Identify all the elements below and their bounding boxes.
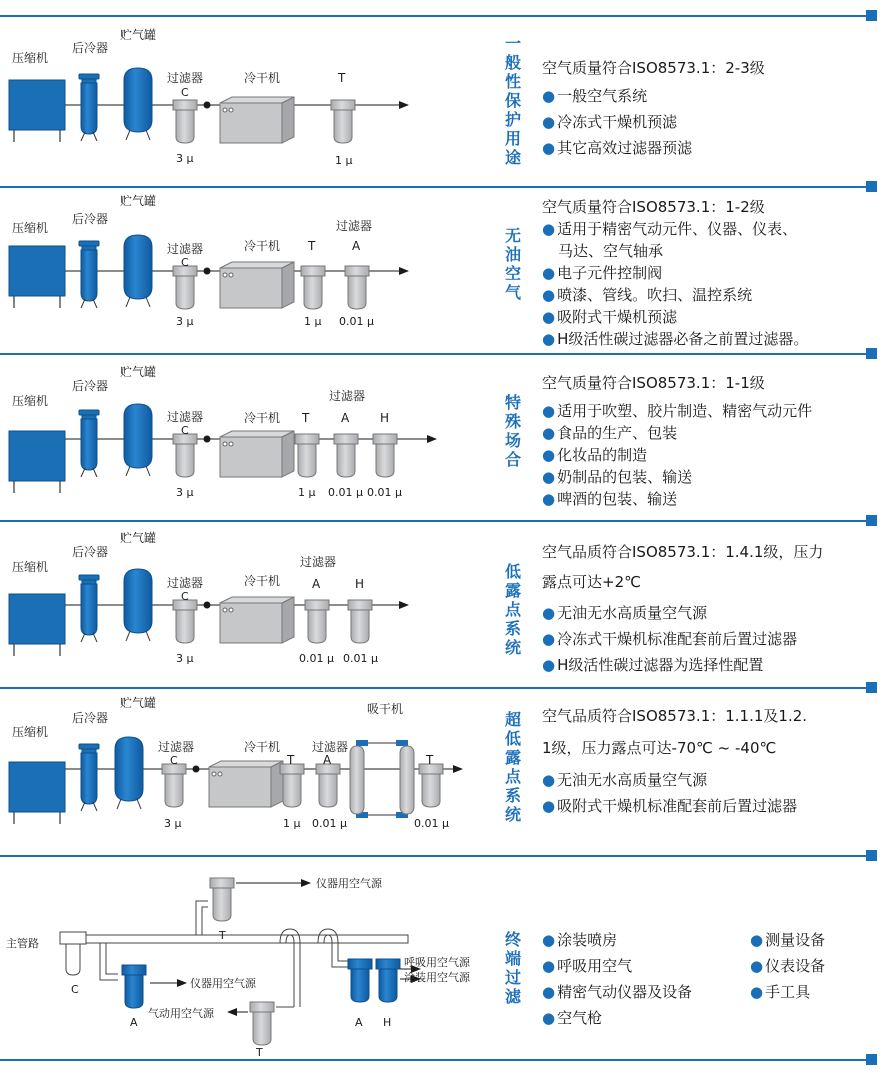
grade-label: T (426, 753, 434, 767)
compressor-label: 压缩机 (12, 51, 49, 65)
grade-label: C (170, 754, 178, 767)
filter-t-icon (210, 878, 234, 921)
application-item: ● H级活性碳过滤器为选择性配置 (542, 654, 882, 677)
filter-a-icon (316, 764, 340, 807)
filter-t-icon (280, 764, 304, 807)
system-diagram-2 (0, 186, 500, 356)
quality-standard: 空气质量符合ISO8573.1：1-1级 (542, 374, 765, 392)
section-divider (0, 1059, 870, 1061)
grade-label: A (130, 1016, 138, 1029)
dryer-label: 冷干机 (244, 574, 281, 588)
application-item: ● 呼吸用空气 (542, 953, 692, 979)
application-item: ● 适用于精密气动元件、仪器、仪表、 (542, 218, 882, 240)
rating-label: 3 μ (176, 486, 194, 499)
section-info (542, 705, 882, 818)
dryer-label: 冷干机 (244, 71, 281, 85)
grade-label: A (355, 1016, 363, 1029)
compressor-label: 压缩机 (12, 725, 49, 739)
air-tank-icon (115, 737, 143, 809)
filter-h-icon (376, 959, 400, 1002)
system-diagram-3 (0, 353, 500, 523)
filter-a-icon (345, 266, 369, 309)
quality-standard: 空气质量符合ISO8573.1：1-2级 (542, 198, 765, 216)
compressor-icon (9, 431, 65, 493)
filter-c-icon (173, 434, 197, 477)
aftercooler-icon (79, 575, 99, 642)
grade-label: T (338, 71, 346, 85)
filter-label: 过滤器 (300, 555, 337, 569)
section-info (542, 196, 882, 350)
grade-label: A (312, 577, 321, 591)
application-list-left (542, 927, 692, 1031)
system-diagram-4 (0, 520, 500, 690)
compressor-label: 压缩机 (12, 560, 49, 574)
tank-label: 贮气罐 (120, 28, 157, 42)
application-item: ● 啤酒的包装、输送 (542, 488, 882, 510)
rating-label: 0.01 μ (312, 817, 347, 830)
section-title: 一般性保护用途 (504, 34, 521, 167)
dryer-label: 冷干机 (244, 239, 281, 253)
rating-label: 1 μ (304, 315, 322, 328)
rating-label: 0.01 μ (328, 486, 363, 499)
adsorption-dryer-label: 吸干机 (367, 702, 404, 716)
filter-a-icon (348, 959, 372, 1002)
filter-t-icon (301, 266, 325, 309)
rating-label: 0.01 μ (343, 652, 378, 665)
rating-label: 3 μ (176, 652, 194, 665)
application-item: ● 吸附式干燥机标准配套前后置过滤器 (542, 795, 882, 818)
application-item: ● 冷冻式干燥机预滤 (542, 111, 872, 133)
grade-label: A (352, 239, 361, 253)
application-list-right (750, 927, 825, 1005)
divider-marker (866, 10, 877, 21)
filter-label: 过滤器 (312, 740, 349, 754)
compressor-icon (9, 246, 65, 308)
quality-standard: 空气品质符合ISO8573.1：1.4.1级，压力 (542, 543, 824, 561)
application-item: ● 测量设备 (750, 927, 825, 953)
quality-standard: 1级，压力露点可达-70℃ ~ -40℃ (542, 739, 777, 757)
system-diagram-5 (0, 687, 500, 857)
rating-label: 3 μ (176, 152, 194, 165)
application-item: ● 电子元件控制阀 (542, 262, 882, 284)
divider-marker (866, 181, 877, 192)
application-item: ● 空气枪 (542, 1005, 692, 1031)
section-title: 特殊场合 (504, 393, 521, 469)
grade-label: A (323, 753, 332, 767)
main-line-label: 主管路 (6, 937, 39, 950)
refrigerated-dryer-icon (220, 262, 294, 308)
application-item: ● 一般空气系统 (542, 85, 872, 107)
dryer-label: 冷干机 (244, 740, 281, 754)
rating-label: 3 μ (164, 817, 182, 830)
section-info (542, 372, 882, 510)
grade-label: T (256, 1046, 263, 1059)
filter-label: 过滤器 (167, 576, 204, 590)
application-item: ● 无油无水高质量空气源 (542, 602, 882, 625)
compressor-label: 压缩机 (12, 221, 49, 235)
filter-h-icon (348, 600, 372, 643)
refrigerated-dryer-icon (220, 431, 294, 477)
application-item: ● 食品的生产、包装 (542, 422, 882, 444)
breathing-air-label: 呼吸用空气源 (404, 956, 470, 969)
filter-a-icon (334, 434, 358, 477)
filter-label: 过滤器 (167, 242, 204, 256)
section-title: 无油空气 (504, 226, 521, 302)
section-title: 低露点系统 (504, 562, 521, 657)
grade-label: H (380, 411, 390, 425)
aftercooler-label: 后冷器 (72, 41, 109, 55)
grade-label: C (181, 590, 189, 603)
rating-label: 1 μ (298, 486, 316, 499)
adsorption-dryer-icon (350, 740, 414, 818)
section-info (542, 541, 882, 677)
filter-c-icon (173, 266, 197, 309)
system-diagram-1 (0, 0, 500, 186)
grade-label: T (287, 753, 295, 767)
grade-label: H (383, 1016, 392, 1029)
end-use-diagram (0, 857, 500, 1057)
application-item: ● 手工具 (750, 979, 825, 1005)
application-item: ● H级活性碳过滤器必备之前置过滤器。 (542, 328, 882, 350)
filter-label: 过滤器 (329, 389, 366, 403)
application-item: ● 其它高效过滤器预滤 (542, 137, 872, 159)
filter-t-icon (419, 764, 443, 807)
tank-label: 贮气罐 (120, 194, 157, 208)
application-item: ● 仪表设备 (750, 953, 825, 979)
filter-label: 过滤器 (158, 740, 195, 754)
grade-label: A (341, 411, 350, 425)
application-item: ● 奶制品的包装、输送 (542, 466, 882, 488)
section-title: 超低露点系统 (504, 710, 521, 824)
air-tank-icon (124, 68, 152, 140)
pneumatic-air-label: 气动用空气源 (148, 1007, 214, 1020)
rating-label: 1 μ (335, 154, 353, 167)
aftercooler-label: 后冷器 (72, 379, 109, 393)
filter-c-icon (162, 764, 186, 807)
aftercooler-icon (79, 410, 99, 477)
compressor-icon (9, 80, 65, 142)
section-title: 终端过滤 (504, 930, 521, 1006)
tank-label: 贮气罐 (120, 531, 157, 545)
tank-label: 贮气罐 (120, 365, 157, 379)
rating-label: 3 μ (176, 315, 194, 328)
filter-label: 过滤器 (167, 410, 204, 424)
instrument-air-label: 仪器用空气源 (316, 877, 382, 890)
application-item: ● 吸附式干燥机预滤 (542, 306, 882, 328)
rating-label: 0.01 μ (367, 486, 402, 499)
aftercooler-label: 后冷器 (72, 212, 109, 226)
application-item: ● 涂装喷房 (542, 927, 692, 953)
application-item: ● 适用于吹塑、胶片制造、精密气动元件 (542, 400, 882, 422)
application-item: ● 化妆品的制造 (542, 444, 882, 466)
application-item: ● 喷漆、管线。吹扫、温控系统 (542, 284, 882, 306)
rating-label: 0.01 μ (299, 652, 334, 665)
filter-a-icon (305, 600, 329, 643)
aftercooler-label: 后冷器 (72, 545, 109, 559)
quality-standard: 空气质量符合ISO8573.1：2-3级 (542, 59, 765, 77)
grade-label: T (308, 239, 316, 253)
filter-label: 过滤器 (336, 219, 373, 233)
divider-marker (866, 850, 877, 861)
filter-c-icon (173, 600, 197, 643)
filter-t-icon (331, 100, 355, 143)
tank-label: 贮气罐 (120, 696, 157, 710)
air-tank-icon (124, 235, 152, 307)
grade-label: C (181, 256, 189, 269)
grade-label: T (219, 929, 226, 942)
painting-air-label: 涂装用空气源 (404, 971, 470, 984)
aftercooler-label: 后冷器 (72, 711, 109, 725)
divider-marker (866, 515, 877, 526)
filter-t-icon (250, 1002, 274, 1045)
filter-label: 过滤器 (167, 71, 204, 85)
compressor-icon (9, 762, 65, 824)
compressor-icon (9, 594, 65, 656)
aftercooler-icon (79, 241, 99, 308)
filter-t-icon (295, 434, 319, 477)
grade-label: C (181, 86, 189, 99)
section-info (542, 57, 872, 159)
grade-label: C (181, 424, 189, 437)
application-item: ● 无油无水高质量空气源 (542, 769, 882, 792)
rating-label: 0.01 μ (414, 817, 449, 830)
quality-standard: 露点可达+2℃ (542, 573, 641, 591)
refrigerated-dryer-icon (209, 761, 283, 807)
aftercooler-icon (79, 744, 99, 811)
dryer-label: 冷干机 (244, 411, 281, 425)
rating-label: 0.01 μ (339, 315, 374, 328)
aftercooler-icon (79, 74, 99, 141)
application-item: ● 精密气动仪器及设备 (542, 979, 692, 1005)
refrigerated-dryer-icon (220, 97, 294, 143)
divider-marker (866, 682, 877, 693)
air-tank-icon (124, 569, 152, 641)
grade-label: T (302, 411, 310, 425)
grade-label: C (71, 983, 79, 996)
grade-label: H (355, 577, 365, 591)
instrument-air-label: 仪器用空气源 (190, 977, 256, 990)
filter-h-icon (373, 434, 397, 477)
application-item: ● 冷冻式干燥机标准配套前后置过滤器 (542, 628, 882, 651)
filter-a-icon (122, 965, 146, 1008)
refrigerated-dryer-icon (220, 597, 294, 643)
filter-c-icon (173, 100, 197, 143)
application-item: 马达、空气轴承 (558, 242, 664, 260)
rating-label: 1 μ (283, 817, 301, 830)
compressor-label: 压缩机 (12, 394, 49, 408)
quality-standard: 空气品质符合ISO8573.1：1.1.1及1.2. (542, 707, 808, 725)
air-tank-icon (124, 404, 152, 476)
divider-marker (866, 1054, 877, 1065)
